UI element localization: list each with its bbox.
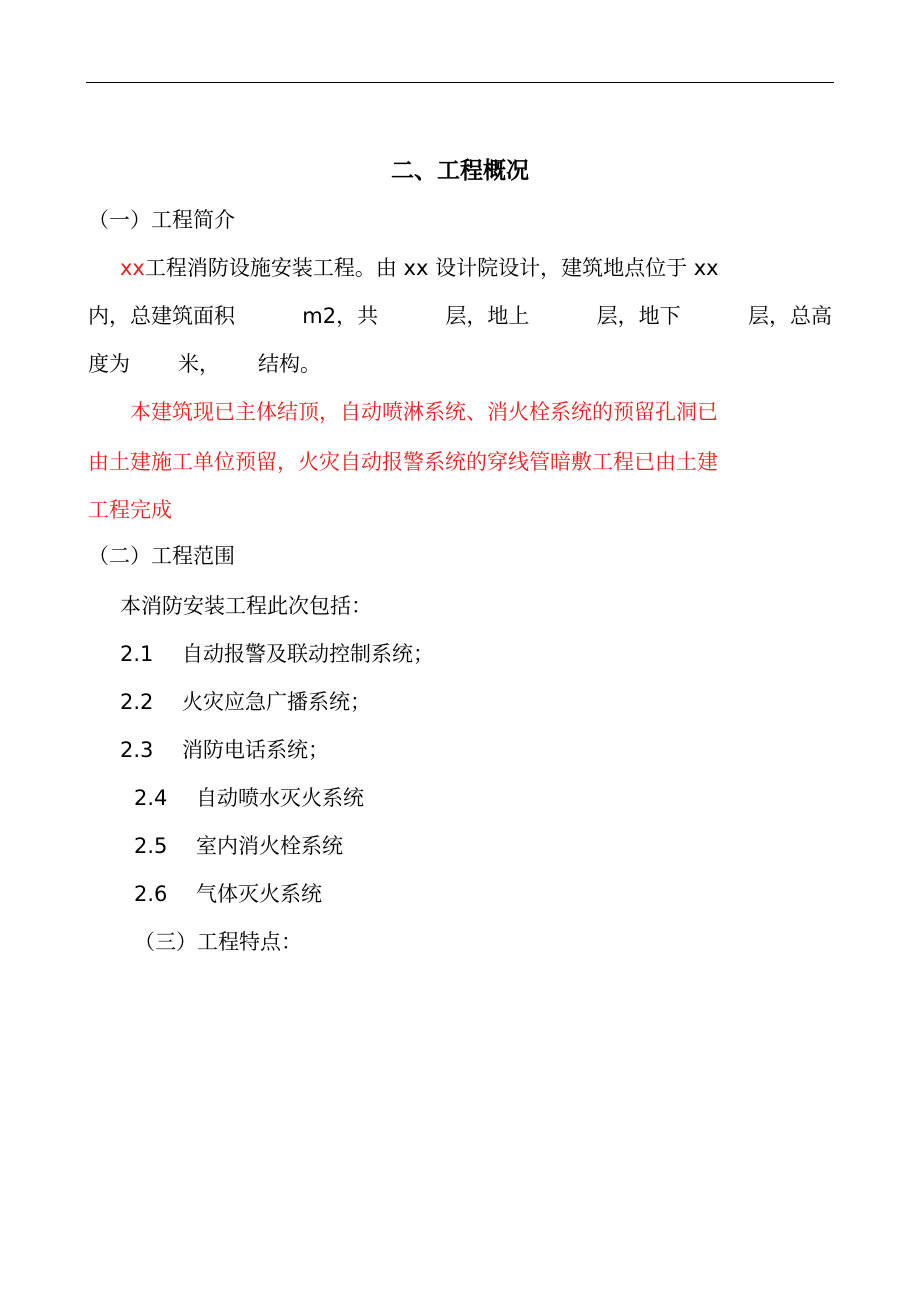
list-item-text: 自动喷水灭火系统 — [196, 786, 364, 810]
header-rule — [86, 82, 834, 83]
list-item-text: 气体灭火系统 — [196, 882, 322, 906]
section-2-lead: 本消防安装工程此次包括： — [120, 594, 372, 618]
intro-line-2-c: 层，地上 — [445, 304, 530, 328]
section-1-heading: （一）工程简介 — [88, 208, 235, 232]
list-item-number: 2.3 — [120, 738, 154, 762]
list-item-number: 2.4 — [134, 786, 168, 810]
list-item — [134, 880, 322, 908]
section-3-heading: （三）工程特点： — [134, 930, 302, 954]
intro-line-1-text: 工程消防设施安装工程。由 xx 设计院设计，建筑地点位于 xx — [144, 256, 719, 280]
intro-line-2-d: 层，地下 — [596, 304, 681, 328]
list-item-text: 消防电话系统； — [182, 738, 329, 762]
red-note-line-2: 由土建施工单位预留，火灾自动报警系统的穿线管暗敷工程已由土建 — [88, 450, 718, 474]
intro-line-3-c: 结构。 — [258, 352, 321, 376]
list-item-text: 自动报警及联动控制系统； — [182, 642, 434, 666]
list-item — [134, 832, 343, 860]
list-item-text: 室内消火栓系统 — [196, 834, 343, 858]
list-item-number: 2.1 — [120, 642, 154, 666]
intro-line-3-a: 度为 — [88, 352, 130, 376]
list-item-number: 2.2 — [120, 690, 154, 714]
list-item — [120, 688, 371, 716]
intro-line-2 — [88, 302, 832, 330]
list-item — [120, 640, 434, 668]
intro-line-2-a: 内，总建筑面积 — [88, 304, 235, 328]
intro-line-3-b: 米， — [178, 352, 220, 376]
intro-line-1 — [120, 254, 719, 282]
section-2-heading: （二）工程范围 — [88, 544, 235, 568]
project-name-placeholder: xx — [120, 256, 145, 280]
intro-line-2-e: 层，总高 — [747, 304, 832, 328]
list-item-text: 火灾应急广播系统； — [182, 690, 371, 714]
red-note-line-1: 本建筑现已主体结顶，自动喷淋系统、消火栓系统的预留孔洞已 — [130, 400, 718, 424]
list-item-number: 2.5 — [134, 834, 168, 858]
list-item — [134, 784, 364, 812]
intro-line-3 — [88, 350, 321, 378]
list-item — [120, 736, 329, 764]
intro-line-2-b: m2，共 — [302, 304, 379, 328]
red-note-line-3: 工程完成 — [88, 498, 172, 522]
page-title: 二、工程概况 — [391, 158, 529, 184]
list-item-number: 2.6 — [134, 882, 168, 906]
